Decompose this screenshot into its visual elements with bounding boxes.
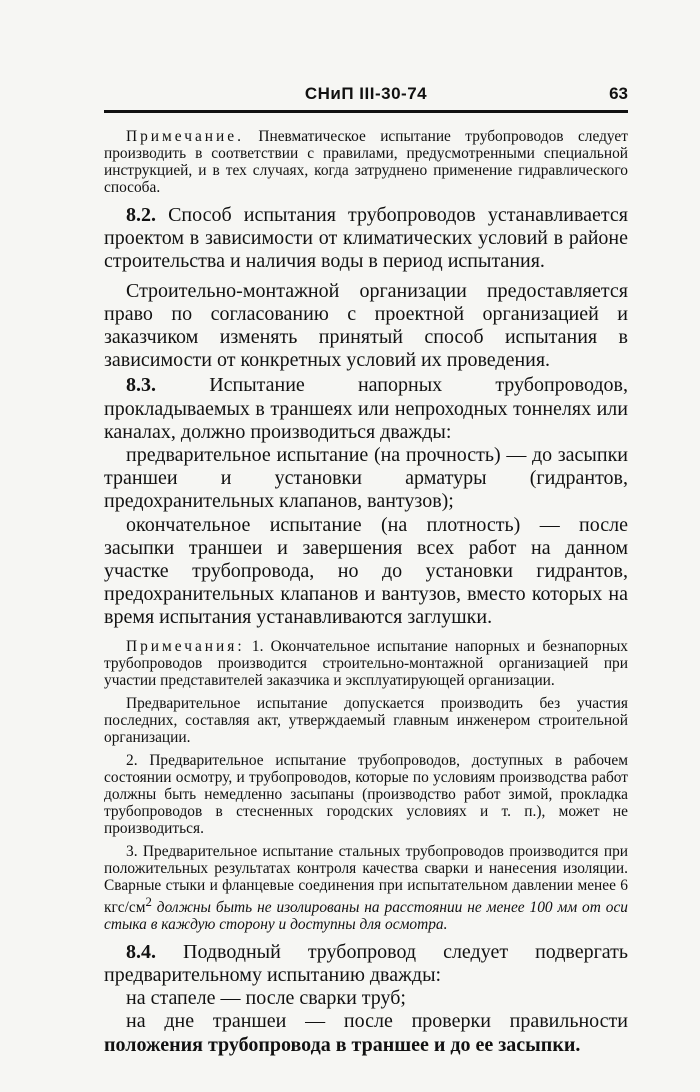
notes-paragraph-1 (104, 638, 628, 689)
note-3-text-b: должны быть не изолированы на расстоянии не менее 100 мм от оси стыка в каждую сторону и доступны для осмотра. (104, 898, 628, 933)
note-text: Пневматическое испытание трубопроводов следует производить в соответствии с правилами, предусмотренными специальной инструкцией, и в тех случаях, когда затруднено применение гидравлического способа. (104, 128, 628, 196)
running-header (104, 84, 628, 108)
section-text: Испытание напорных трубопроводов, прокладываемых в траншеях или непроходных тоннелях или каналах, должно производиться дважды: (104, 374, 629, 443)
page-number: 63 (609, 84, 628, 103)
notes-label: Примечания: (126, 637, 245, 655)
header-rule (104, 110, 628, 113)
notes-paragraph-1b: Предварительное испытание допускается производить без участия последних, составляя акт, утверждаемый главным инженером строительной организации. (104, 694, 628, 746)
underwater-item-2 (104, 1010, 628, 1056)
section-number: 8.4. (126, 940, 156, 963)
note-3-superscript: 2 (145, 894, 152, 909)
section-8-4 (104, 941, 628, 987)
underwater-item-2-b: положения трубопровода в траншее и до ее засыпки. (104, 1033, 581, 1056)
section-8-2-paragraph: Строительно-монтажной организации предоставляется право по согласованию с проектной организацией и заказчиком изменять принятый способ испытания в зависимости от конкретных условий их проведения. (104, 279, 628, 372)
note-3-text-a: 3. Предварительное испытание стальных трубопроводов производится при положительных результатах контроля качества сварки и нанесения изоляции. Сварные стыки и фланцевые соединения при испытательном давлении менее 6 кгс/см (104, 842, 628, 916)
section-number: 8.3. (126, 374, 156, 397)
section-8-3 (104, 374, 628, 444)
section-8-2 (104, 204, 628, 274)
note-label: Примечание. (126, 128, 244, 145)
notes-paragraph-3 (104, 843, 628, 933)
underwater-item-2-a: на дне траншеи — после проверки правильности (126, 1010, 628, 1033)
test-item-preliminary: предварительное испытание (на прочность) — до засыпки траншеи и установки арматуры (гидрантов, предохранительных клапанов, вантузов); (104, 444, 628, 513)
notes-paragraph-2: 2. Предварительное испытание трубопроводов, доступных в рабочем состоянии осмотру, и трубопроводов, которые по условиям производства работ должны быть немедленно засыпаны (производство работ зимой, прокладка трубопроводов в стесненных городских условиях и т. п.), может не производиться. (104, 751, 628, 837)
note-1-text: 1. Окончательное испытание напорных и безнапорных трубопроводов производится строительно-монтажной организацией при участии представителей заказчика и эксплуатирующей организации. (104, 637, 628, 689)
header-title: СНиП III-30-74 (304, 84, 428, 103)
test-item-final: окончательное испытание (на плотность) — после засыпки траншеи и завершения всех работ на данном участке трубопровода, но до установки гидрантов, предохранительных клапанов и вантузов, вместо которых на время испытания устанавливаются заглушки. (104, 513, 628, 629)
section-number: 8.2. (126, 204, 156, 226)
section-text: Способ испытания трубопроводов устанавливается проектом в зависимости от климатических условий в районе строительства и наличия воды в период испытания. (104, 204, 628, 273)
underwater-item-1: на стапеле — после сварки труб; (126, 987, 406, 1010)
page-body (104, 128, 628, 1057)
section-text: Подводный трубопровод следует подвергать предварительному испытанию дважды: (104, 940, 629, 986)
note-paragraph (104, 128, 628, 196)
